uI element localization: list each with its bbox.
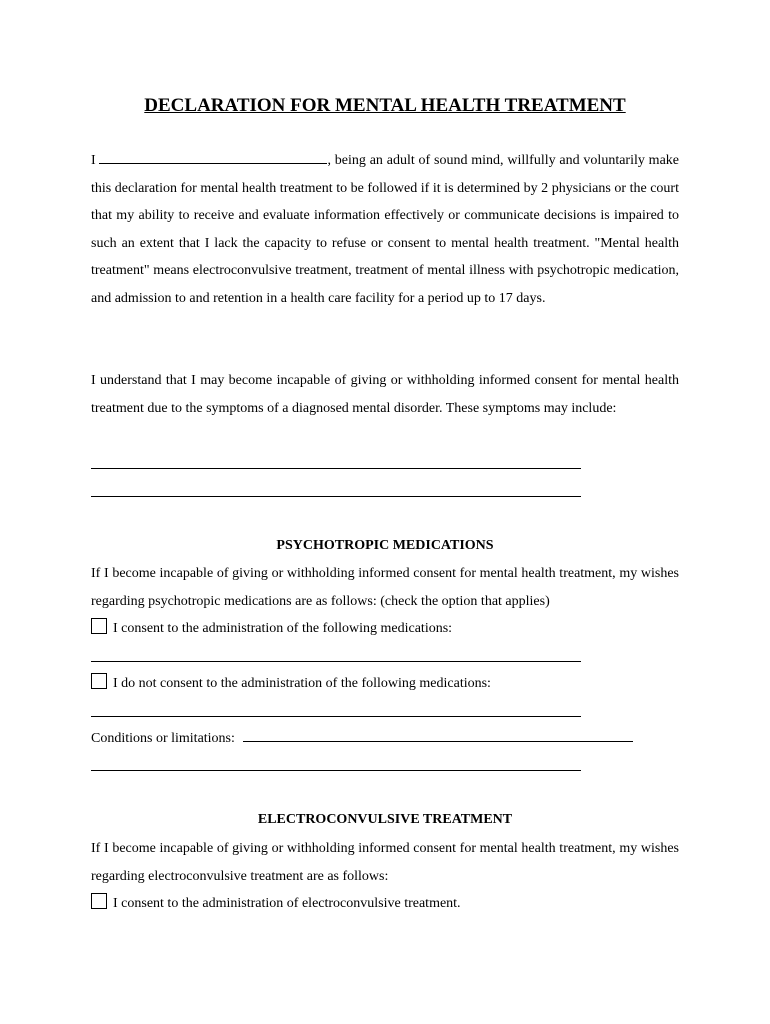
document-title: DECLARATION FOR MENTAL HEALTH TREATMENT — [144, 95, 626, 116]
psychotropic-intro: If I become incapable of giving or withholding informed consent for mental health treatment, my wishes regarding psychotropic medications are as follows: (check the option that applies) — [91, 566, 679, 609]
consent-medications-line[interactable] — [91, 661, 581, 662]
conditions-row — [91, 729, 633, 749]
consent-medications-checkbox[interactable] — [91, 618, 107, 634]
intro-paragraph — [91, 147, 679, 312]
consent-ect-label: I consent to the administration of electroconvulsive treatment. — [113, 896, 461, 911]
symptoms-line-2[interactable] — [91, 496, 581, 497]
no-consent-medications-checkbox[interactable] — [91, 673, 107, 689]
no-consent-medications-label: I do not consent to the administration of the following medications: — [113, 676, 491, 691]
psychotropic-heading: PSYCHOTROPIC MEDICATIONS — [276, 538, 494, 553]
consent-medications-label: I consent to the administration of the following medications: — [113, 621, 453, 636]
consent-ect-checkbox[interactable] — [91, 893, 107, 909]
no-consent-medications-line[interactable] — [91, 716, 581, 717]
conditions-line-2[interactable] — [91, 770, 581, 771]
symptoms-line-1[interactable] — [91, 468, 581, 469]
symptoms-paragraph: I understand that I may become incapable of giving or withholding informed consent for mental health treatment due to the symptoms of a diagnosed mental disorder. These symptoms may include: — [91, 373, 679, 416]
intro-text: , being an adult of sound mind, willfully and voluntarily make this declaration for mental health treatment to be followed if it is determined by 2 physicians or the court that my ability to receive and evaluate information effectively or communicate decisions is impaired to such an extent that I lack the capacity to refuse or consent to mental health treatment. "Mental health treatment" means electroconvulsive treatment, treatment of mental illness with psychotropic medication, and admission to and retention in a health care facility for a period up to 17 days. — [91, 153, 679, 306]
no-consent-medications-row — [91, 673, 491, 694]
consent-ect-row — [91, 893, 461, 914]
conditions-field[interactable] — [243, 729, 633, 742]
conditions-label: Conditions or limitations: — [91, 731, 235, 746]
declarant-name-field[interactable] — [99, 151, 327, 164]
ect-heading: ELECTROCONVULSIVE TREATMENT — [257, 812, 513, 827]
ect-intro: If I become incapable of giving or withholding informed consent for mental health treatment, my wishes regarding electroconvulsive treatment are as follows: — [91, 841, 679, 884]
intro-prefix: I — [91, 153, 96, 168]
consent-medications-row — [91, 618, 452, 639]
